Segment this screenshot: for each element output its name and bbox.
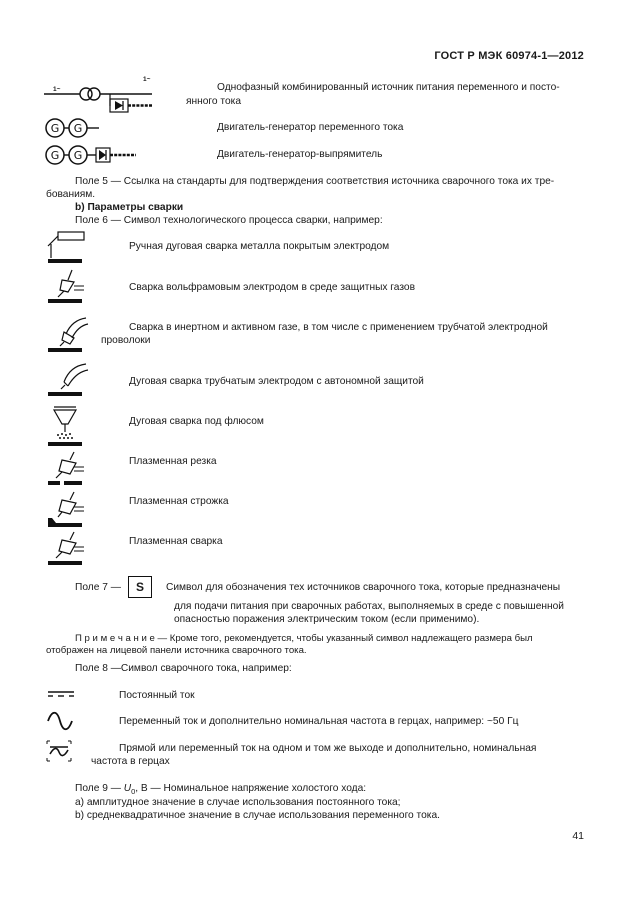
motor-generator-icon <box>44 117 104 139</box>
voltage-symbol: U <box>123 783 132 794</box>
item1-text-line1: Однофазный комбинированный источник питания переменного и посто- <box>217 82 560 93</box>
process-2-text: Сварка вольфрамовым электродом в среде защитных газов <box>129 282 415 293</box>
process-1-text: Ручная дуговая сварка металла покрытым электродом <box>129 241 390 252</box>
process-3-text-line2: проволоки <box>101 335 151 346</box>
field9-a: а) амплитудное значение в случае использования постоянного тока; <box>75 797 401 808</box>
item2-text: Двигатель-генератор переменного тока <box>217 122 404 133</box>
field7-label: Поле 7 — <box>75 582 121 593</box>
dc-current-icon <box>46 688 76 700</box>
voltage-subscript: 0 <box>131 787 136 797</box>
page-number: 41 <box>572 830 584 842</box>
note-line2: отображен на лицевой панели источника сварочного тока. <box>46 645 307 656</box>
svg-text:G: G <box>73 149 83 162</box>
field5-line1: Поле 5 — Ссылка на стандарты для подтверждения соответствия источника сварочного тока их тре- <box>75 176 555 187</box>
field8-ac-text: Переменный ток и дополнительно номинальная частота в герцах, например: ~50 Гц <box>119 716 519 727</box>
svg-text:G: G <box>50 149 60 162</box>
tig-welding-icon <box>46 268 86 306</box>
field5-line2: бованиям. <box>46 189 96 200</box>
submerged-arc-welding-icon <box>46 404 86 448</box>
dc-ac-current-icon <box>46 739 72 763</box>
svg-text:G: G <box>50 122 60 135</box>
section-b-title: b) Параметры сварки <box>75 202 184 213</box>
hazard-s-symbol: S <box>128 576 152 598</box>
mma-welding-icon <box>46 230 86 266</box>
svg-text:G: G <box>73 122 83 135</box>
process-4-text: Дуговая сварка трубчатым электродом с автономной защитой <box>129 376 424 387</box>
process-7-text: Плазменная строжка <box>129 496 229 507</box>
self-shielded-welding-icon <box>46 360 90 398</box>
plasma-gouging-icon <box>46 490 86 530</box>
process-3-text-line1: Сварка в инертном и активном газе, в том числе с применением трубчатой электродной <box>129 322 548 333</box>
item1-text-line2: янного тока <box>186 96 241 107</box>
field8-dcac-line1: Прямой или переменный ток на одном и том же выходе и дополнительно, номинальная <box>119 743 537 754</box>
field7-line2: для подачи питания при сварочных работах, выполняемых в среде с повышенной <box>174 601 564 612</box>
item3-text: Двигатель-генератор-выпрямитель <box>217 149 383 160</box>
phase-label-right: 1~ <box>143 76 151 83</box>
plasma-welding-icon <box>46 530 86 568</box>
plasma-cutting-icon <box>46 450 86 488</box>
phase-label-left: 1~ <box>53 86 61 93</box>
process-5-text: Дуговая сварка под флюсом <box>129 416 264 427</box>
field6-intro: Поле 6 — Символ технологического процесса сварки, например: <box>75 215 383 226</box>
note-line1: П р и м е ч а н и е — Кроме того, рекомендуется, чтобы указанный символ надлежащего размера был <box>75 633 533 644</box>
ac-current-icon <box>46 712 74 730</box>
standard-header: ГОСТ Р МЭК 60974-1—2012 <box>434 50 584 62</box>
field9-b: b) среднеквадратичное значение в случае использования переменного тока. <box>75 810 440 821</box>
motor-generator-rectifier-icon <box>44 144 140 166</box>
field8-dcac-line2: частота в герцах <box>91 756 170 767</box>
mig-mag-welding-icon <box>46 312 90 354</box>
field8-dc-text: Постоянный ток <box>119 690 195 701</box>
field9-prefix: Поле 9 — <box>75 783 124 794</box>
combined-power-source-icon <box>44 80 164 116</box>
process-8-text: Плазменная сварка <box>129 536 223 547</box>
field8-intro: Поле 8 —Символ сварочного тока, например: <box>75 663 292 674</box>
process-6-text: Плазменная резка <box>129 456 217 467</box>
field7-line3: опасностью поражения электрическим током (если применимо). <box>174 614 480 625</box>
field9-suffix: , В — Номинальное напряжение холостого хода: <box>135 783 367 794</box>
field7-line1: Символ для обозначения тех источников сварочного тока, которые предназначены <box>166 582 561 593</box>
